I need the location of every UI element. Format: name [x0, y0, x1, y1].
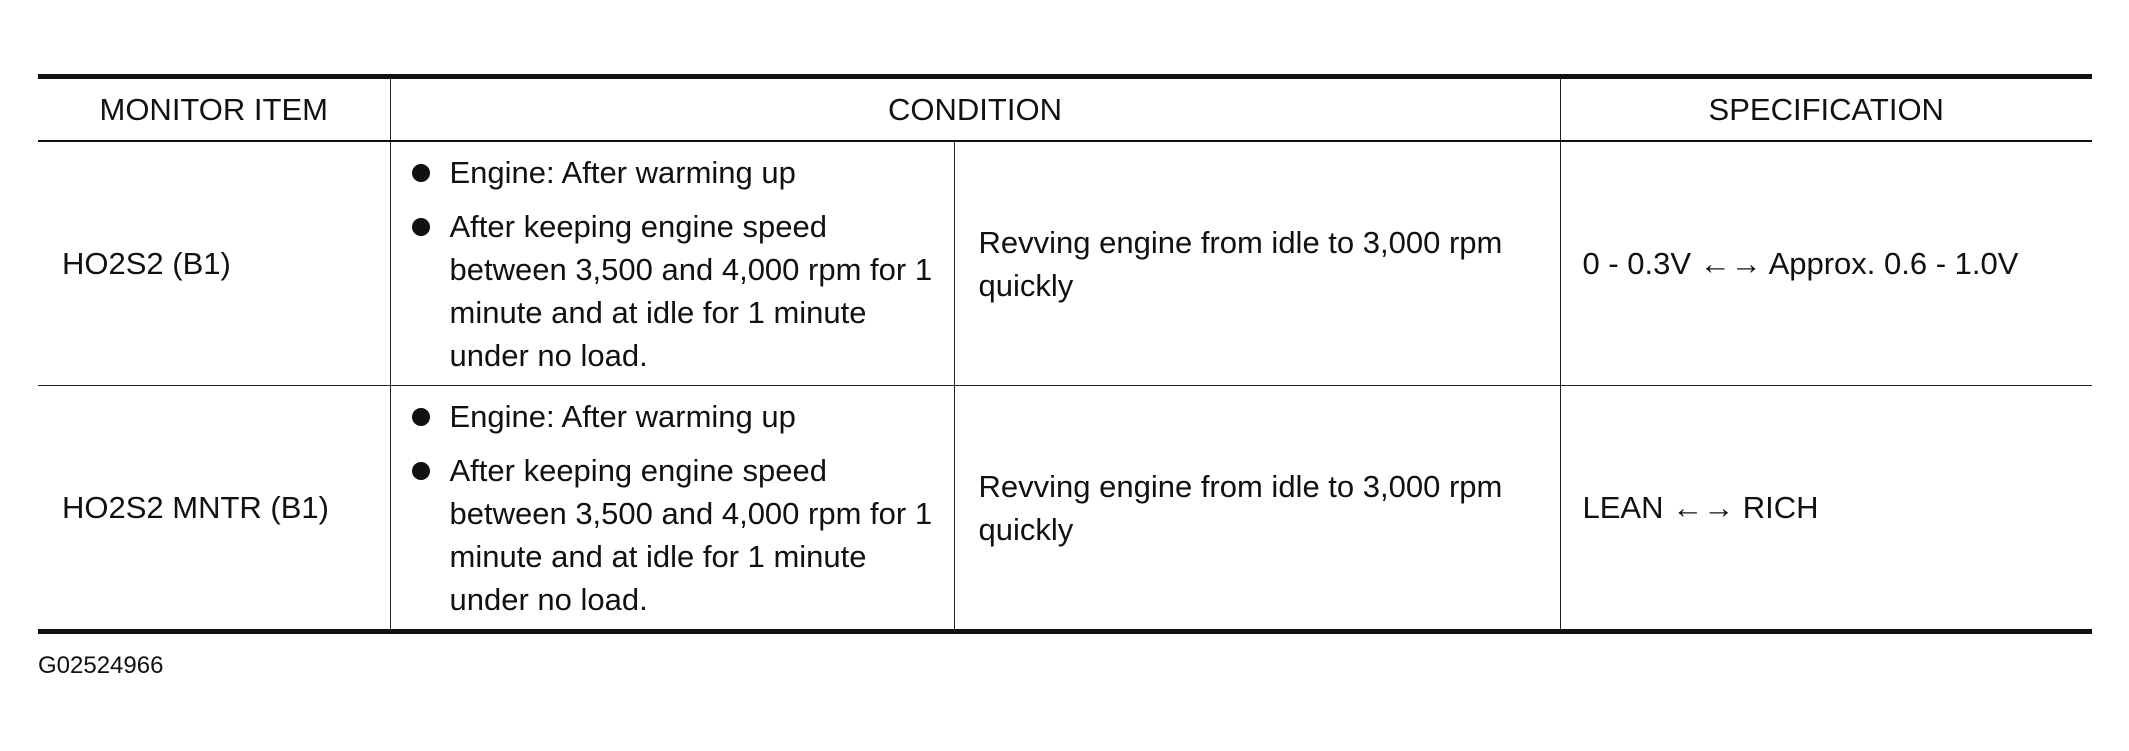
header-specification: SPECIFICATION [1560, 77, 2092, 142]
bullet-dot-icon [412, 462, 430, 480]
header-condition: CONDITION [390, 77, 1560, 142]
condition-list [392, 151, 953, 377]
condition-steps-cell [390, 386, 954, 632]
specification-cell: 0 - 0.3V ←→ Approx. 0.6 - 1.0V [1560, 141, 2092, 386]
condition-step [412, 449, 953, 621]
condition-step [412, 151, 953, 194]
header-monitor-item: MONITOR ITEM [38, 77, 390, 142]
condition-step [412, 395, 953, 438]
condition-step [412, 205, 953, 377]
condition-step-text: Engine: After warming up [449, 398, 796, 434]
condition-step-text: Engine: After warming up [449, 154, 796, 190]
condition-list [392, 395, 953, 621]
specification-cell: LEAN ←→ RICH [1560, 386, 2092, 632]
table-row [38, 141, 2092, 386]
table-row [38, 386, 2092, 632]
monitor-item-cell: HO2S2 MNTR (B1) [38, 386, 390, 632]
condition-step-text: After keeping engine speed between 3,500 and 4,000 rpm for 1 minute and at idle for 1 minute under no load. [449, 208, 933, 373]
spec-table-container [38, 74, 2092, 634]
condition-action-cell: Revving engine from idle to 3,000 rpm quickly [954, 141, 1560, 386]
monitor-item-cell: HO2S2 (B1) [38, 141, 390, 386]
condition-action-cell: Revving engine from idle to 3,000 rpm quickly [954, 386, 1560, 632]
figure-code: G02524966 [38, 652, 164, 679]
condition-steps-cell [390, 141, 954, 386]
bullet-dot-icon [412, 408, 430, 426]
header-row [38, 77, 2092, 142]
monitor-spec-table [38, 74, 2092, 634]
bullet-dot-icon [412, 164, 430, 182]
bullet-dot-icon [412, 218, 430, 236]
condition-step-text: After keeping engine speed between 3,500 and 4,000 rpm for 1 minute and at idle for 1 minute under no load. [449, 452, 933, 617]
